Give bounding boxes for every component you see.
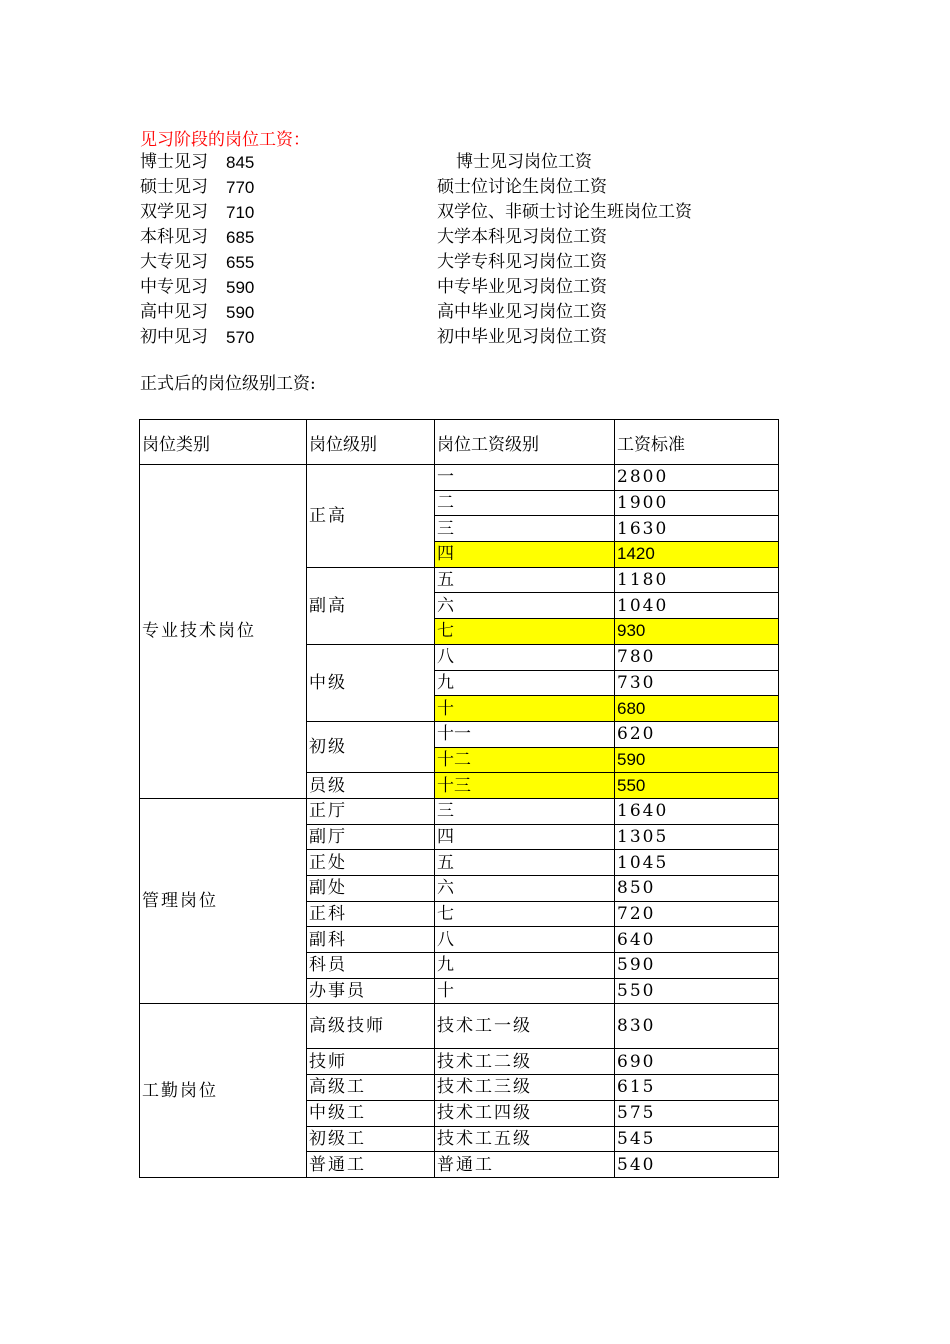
level-cell: 办事员 [307,978,435,1004]
intern-label: 博士见习 [140,152,208,172]
intern-label: 双学见习 [140,202,208,222]
grade-cell: 技术工五级 [435,1126,615,1152]
level-cell: 正高 [307,465,435,568]
grade-cell: 六 [435,593,615,619]
salary-cell: 550 [615,978,779,1004]
grade-cell: 五 [435,567,615,593]
table-row [140,465,779,491]
intern-label: 初中见习 [140,327,208,347]
grade-cell: 一 [435,465,615,491]
salary-cell: 1180 [615,567,779,593]
level-cell: 正科 [307,901,435,927]
salary-cell: 780 [615,644,779,670]
grade-cell: 八 [435,927,615,953]
grade-cell: 技术工四级 [435,1100,615,1126]
intern-row [140,175,760,200]
grade-cell: 三 [435,798,615,824]
intern-desc: 初中毕业见习岗位工资 [437,327,607,347]
formal-heading: 正式后的岗位级别工资: [140,374,316,394]
header-category: 岗位类别 [140,420,307,465]
intern-row [140,200,760,225]
salary-cell: 850 [615,876,779,902]
salary-cell-highlighted: 680 [615,696,779,722]
intern-heading: 见习阶段的岗位工资： [140,130,310,150]
salary-cell: 730 [615,670,779,696]
level-cell: 副科 [307,927,435,953]
salary-cell-highlighted: 1420 [615,542,779,568]
intern-desc: 博士见习岗位工资 [456,152,592,172]
intern-label: 本科见习 [140,227,208,247]
intern-label: 硕士见习 [140,177,208,197]
salary-cell-highlighted: 550 [615,773,779,799]
salary-cell: 830 [615,1004,779,1049]
intern-amount: 655 [226,253,255,272]
intern-row [140,325,760,350]
grade-cell: 技术工三级 [435,1075,615,1101]
salary-cell: 1305 [615,824,779,850]
header-level: 岗位级别 [307,420,435,465]
level-cell: 副高 [307,567,435,644]
intern-amount: 685 [226,228,255,247]
level-cell: 初级 [307,721,435,772]
salary-cell: 1640 [615,798,779,824]
grade-cell: 三 [435,516,615,542]
salary-cell: 1040 [615,593,779,619]
level-cell: 初级工 [307,1126,435,1152]
level-cell: 科员 [307,953,435,979]
salary-cell: 720 [615,901,779,927]
salary-cell: 640 [615,927,779,953]
intern-label: 大专见习 [140,252,208,272]
grade-cell: 二 [435,490,615,516]
intern-salary-list [140,150,760,350]
intern-row [140,250,760,275]
table-row [140,1004,779,1049]
intern-desc: 双学位、非硕士讨论生班岗位工资 [437,202,692,222]
intern-desc: 高中毕业见习岗位工资 [437,302,607,322]
level-cell: 高级技师 [307,1004,435,1049]
level-cell: 中级 [307,644,435,721]
intern-amount: 570 [226,328,255,347]
intern-amount: 710 [226,203,255,222]
grade-cell: 技术工二级 [435,1049,615,1075]
level-cell: 副处 [307,876,435,902]
header-grade: 岗位工资级别 [435,420,615,465]
grade-cell-highlighted: 十三 [435,773,615,799]
salary-cell: 545 [615,1126,779,1152]
grade-cell: 五 [435,850,615,876]
salary-cell: 1630 [615,516,779,542]
salary-cell: 620 [615,721,779,747]
salary-cell: 590 [615,953,779,979]
level-cell: 正处 [307,850,435,876]
intern-amount: 590 [226,303,255,322]
grade-cell: 十一 [435,721,615,747]
grade-cell-highlighted: 十二 [435,747,615,773]
intern-amount: 590 [226,278,255,297]
grade-cell: 九 [435,670,615,696]
intern-desc: 大学本科见习岗位工资 [437,227,607,247]
grade-cell: 八 [435,644,615,670]
category-cell: 工勤岗位 [140,1004,307,1177]
grade-cell: 十 [435,978,615,1004]
salary-cell: 690 [615,1049,779,1075]
intern-row [140,275,760,300]
level-cell: 中级工 [307,1100,435,1126]
level-cell: 正厅 [307,798,435,824]
intern-label: 高中见习 [140,302,208,322]
grade-cell: 技术工一级 [435,1004,615,1049]
level-cell: 员级 [307,773,435,799]
header-salary: 工资标准 [615,420,779,465]
table-header-row [140,420,779,465]
grade-cell-highlighted: 七 [435,619,615,645]
intern-desc: 中专毕业见习岗位工资 [437,277,607,297]
salary-cell: 1900 [615,490,779,516]
level-cell: 技师 [307,1049,435,1075]
table-row [140,798,779,824]
intern-desc: 硕士位讨论生岗位工资 [437,177,607,197]
salary-cell: 540 [615,1152,779,1178]
salary-cell-highlighted: 590 [615,747,779,773]
intern-amount: 770 [226,178,255,197]
intern-row [140,225,760,250]
level-cell: 高级工 [307,1075,435,1101]
salary-table [139,419,779,1178]
intern-label: 中专见习 [140,277,208,297]
salary-cell-highlighted: 930 [615,619,779,645]
level-cell: 副厅 [307,824,435,850]
grade-cell: 四 [435,824,615,850]
category-cell: 专业技术岗位 [140,465,307,799]
intern-amount: 845 [226,153,255,172]
salary-cell: 575 [615,1100,779,1126]
level-cell: 普通工 [307,1152,435,1178]
salary-cell: 615 [615,1075,779,1101]
grade-cell: 六 [435,876,615,902]
intern-row [140,150,760,175]
intern-row [140,300,760,325]
grade-cell: 七 [435,901,615,927]
salary-cell: 1045 [615,850,779,876]
grade-cell-highlighted: 十 [435,696,615,722]
category-cell: 管理岗位 [140,798,307,1004]
grade-cell-highlighted: 四 [435,542,615,568]
intern-desc: 大学专科见习岗位工资 [437,252,607,272]
grade-cell: 普通工 [435,1152,615,1178]
salary-cell: 2800 [615,465,779,491]
grade-cell: 九 [435,953,615,979]
